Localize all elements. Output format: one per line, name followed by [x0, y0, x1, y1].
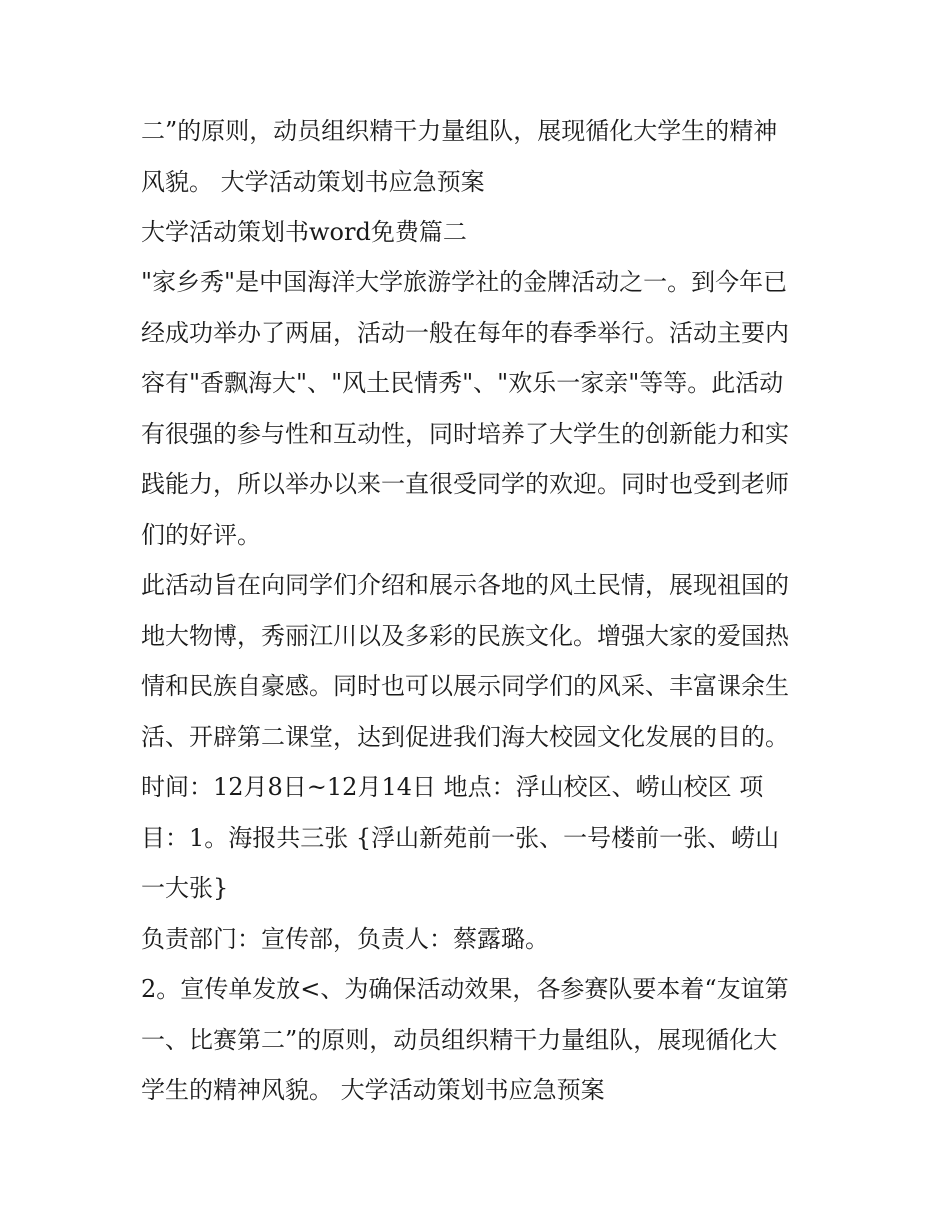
text-line: 经成功举办了两届，活动一般在每年的春季举行。活动主要内 [141, 319, 789, 347]
text-line: 2。宣传单发放<、为确保活动效果，各参赛队要本着“友谊第 [141, 975, 789, 1003]
text-line: 有很强的参与性和互动性，同时培养了大学生的创新能力和实 [141, 420, 789, 448]
text-line: 目：1。海报共三张 {浮山新苑前一张、一号楼前一张、崂山 [141, 824, 780, 852]
text-line: 负责部门：宣传部，负责人：蔡露璐。 [141, 925, 549, 953]
text-line: 一大张} [141, 874, 229, 902]
text-line: 时间：12月8日~12月14日 地点：浮山校区、崂山校区 项 [141, 773, 764, 801]
text-line: 践能力，所以举办以来一直很受同学的欢迎。同时也受到老师 [141, 470, 789, 498]
text-line: 们的好评。 [141, 521, 261, 549]
text-line: 风貌。 大学活动策划书应急预案 [141, 168, 485, 196]
text-line: 情和民族自豪感。同时也可以展示同学们的风采、丰富课余生 [141, 672, 789, 700]
text-line: 活、开辟第二课堂，达到促进我们海大校园文化发展的目的。 [141, 723, 789, 751]
section-heading: 大学活动策划书word免费篇二 [141, 218, 467, 246]
text-line: 二”的原则，动员组织精干力量组队，展现循化大学生的精神 [141, 117, 778, 145]
text-line: "家乡秀"是中国海洋大学旅游学社的金牌活动之一。到今年已 [141, 268, 788, 296]
text-line: 一、比赛第二”的原则，动员组织精干力量组队，展现循化大 [141, 1026, 778, 1054]
text-line: 此活动旨在向同学们介绍和展示各地的风土民情，展现祖国的 [141, 571, 789, 599]
text-line: 学生的精神风貌。 大学活动策划书应急预案 [141, 1076, 605, 1104]
text-line: 容有"香飘海大"、"风土民情秀"、"欢乐一家亲"等等。此活动 [141, 369, 784, 397]
text-line: 地大物博，秀丽江川以及多彩的民族文化。增强大家的爱国热 [141, 622, 789, 650]
